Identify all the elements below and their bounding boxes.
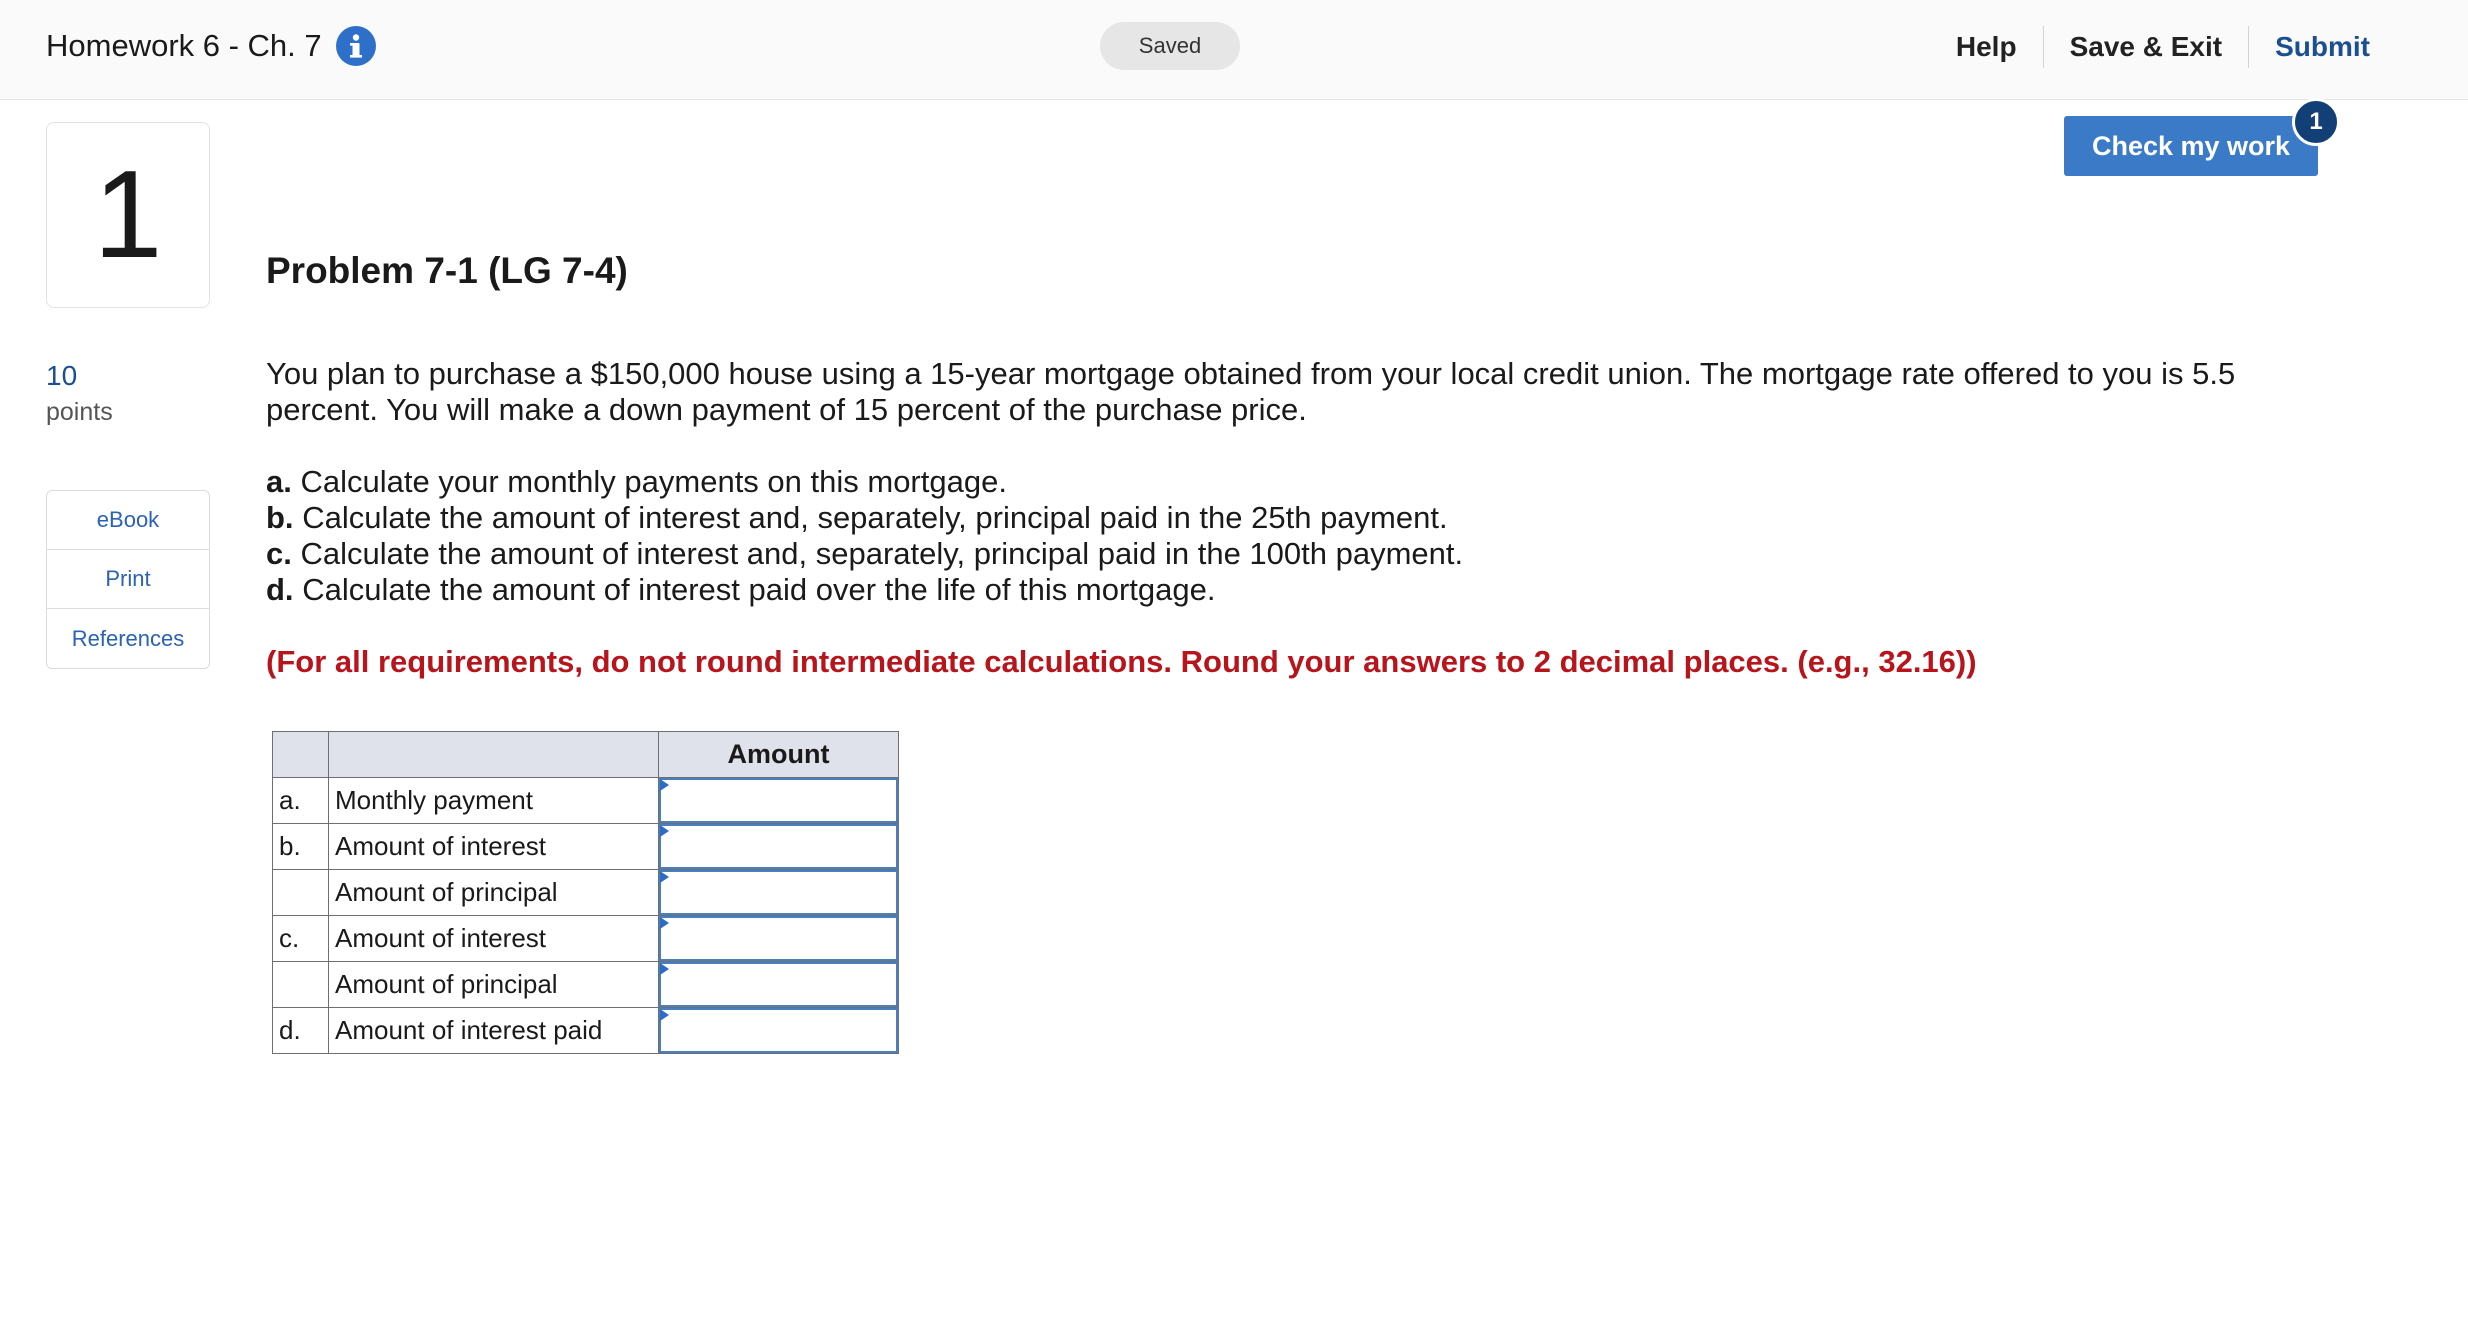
- save-exit-link[interactable]: Save & Exit: [2069, 31, 2223, 62]
- requirement-item: [266, 500, 1463, 536]
- check-my-work-button[interactable]: Check my work: [2064, 116, 2318, 176]
- header-amount: Amount: [659, 732, 899, 778]
- row-letter: a.: [273, 778, 329, 824]
- table-row: [273, 1008, 899, 1054]
- row-label: Amount of interest: [329, 824, 659, 870]
- c-interest-input[interactable]: [659, 916, 898, 961]
- submit-link[interactable]: Submit: [2275, 31, 2370, 62]
- row-label: Amount of principal: [329, 962, 659, 1008]
- top-bar: [0, 0, 2468, 100]
- header-cell-empty: [273, 732, 329, 778]
- c-principal-input[interactable]: [659, 962, 898, 1007]
- table-header-row: [273, 732, 899, 778]
- row-label: Amount of principal: [329, 870, 659, 916]
- table-row: [273, 870, 899, 916]
- requirement-text: Calculate the amount of interest and, separately, principal paid in the 25th payment.: [302, 500, 1448, 535]
- question-number: 1: [46, 122, 210, 308]
- header-actions: [1930, 22, 2370, 72]
- requirement-text: Calculate your monthly payments on this mortgage.: [300, 464, 1007, 499]
- references-link[interactable]: References: [71, 625, 185, 651]
- requirement-text: Calculate the amount of interest paid over the life of this mortgage.: [302, 572, 1216, 607]
- amount-cell: [659, 1008, 899, 1054]
- amount-cell: [659, 870, 899, 916]
- requirement-letter: a.: [266, 464, 292, 499]
- assignment-title: [46, 26, 376, 66]
- row-letter: d.: [273, 1008, 329, 1054]
- amount-cell: [659, 778, 899, 824]
- requirement-text: Calculate the amount of interest and, separately, principal paid in the 100th payment.: [300, 536, 1464, 571]
- amount-cell: [659, 824, 899, 870]
- rounding-instruction: (For all requirements, do not round intermediate calculations. Round your answers to 2 decimal places. (e.g., 32.16)): [266, 644, 1977, 679]
- problem-intro: You plan to purchase a $150,000 house using a 15-year mortgage obtained from your local credit union. The mortgage rate offered to you is 5.5 percent. You will make a down payment of 15 percent of the purchase price.: [266, 356, 2236, 427]
- help-link[interactable]: Help: [1955, 31, 2017, 62]
- table-row: [273, 916, 899, 962]
- requirement-letter: c.: [266, 536, 292, 571]
- amount-cell: [659, 962, 899, 1008]
- table-row: [273, 824, 899, 870]
- saved-status-badge: Saved: [1100, 22, 1240, 70]
- requirement-letter: d.: [266, 572, 294, 607]
- monthly-payment-input[interactable]: [659, 778, 898, 823]
- table-row: [273, 962, 899, 1008]
- requirement-item: [266, 464, 1463, 500]
- row-letter: [273, 870, 329, 916]
- requirements-list: [266, 464, 1463, 608]
- row-letter: [273, 962, 329, 1008]
- row-label: Monthly payment: [329, 778, 659, 824]
- row-label: Amount of interest: [329, 916, 659, 962]
- check-attempts-badge: 1: [2292, 98, 2340, 146]
- points-value: 10: [46, 360, 78, 391]
- table-row: [273, 778, 899, 824]
- assignment-title-text: Homework 6 - Ch. 7: [46, 28, 322, 63]
- resource-menu: [46, 490, 210, 669]
- problem-title: Problem 7-1 (LG 7-4): [266, 250, 628, 291]
- info-icon[interactable]: [336, 26, 376, 66]
- requirement-item: [266, 536, 1463, 572]
- row-letter: c.: [273, 916, 329, 962]
- row-letter: b.: [273, 824, 329, 870]
- answer-table: [272, 731, 899, 1054]
- header-cell-empty: [329, 732, 659, 778]
- b-interest-input[interactable]: [659, 824, 898, 869]
- print-link[interactable]: Print: [47, 550, 209, 609]
- requirement-item: [266, 572, 1463, 608]
- requirement-letter: b.: [266, 500, 294, 535]
- amount-cell: [659, 916, 899, 962]
- b-principal-input[interactable]: [659, 870, 898, 915]
- ebook-link[interactable]: eBook: [47, 491, 209, 550]
- points-label: points: [46, 398, 113, 426]
- d-total-interest-input[interactable]: [659, 1008, 898, 1053]
- row-label: Amount of interest paid: [329, 1008, 659, 1054]
- points-info: [46, 360, 113, 427]
